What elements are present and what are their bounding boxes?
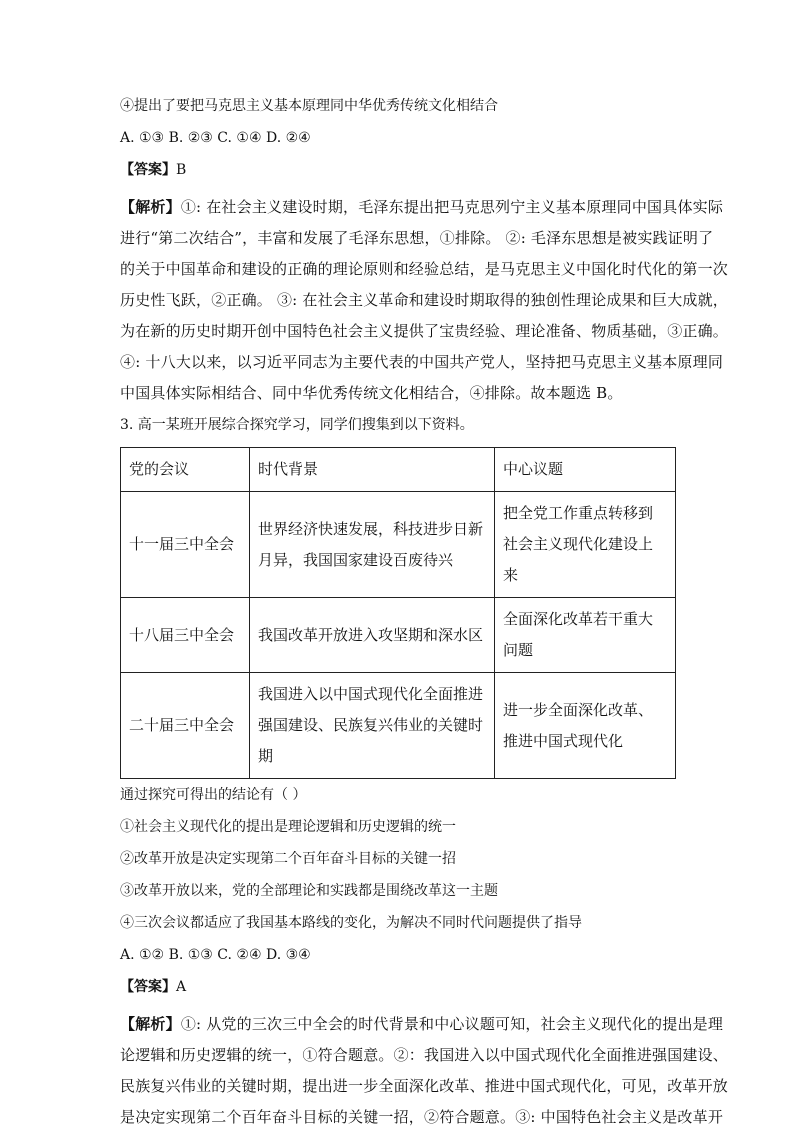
q3-option-4: ④三次会议都适应了我国基本路线的变化，为解决不同时代问题提供了指导 bbox=[120, 915, 582, 931]
table-cell: 把全党工作重点转移到社会主义现代化建设上来 bbox=[495, 492, 676, 598]
q3-choices: A. ①② B. ①③ C. ②④ D. ③④ bbox=[120, 947, 311, 963]
analysis-tag: 【解析】 bbox=[120, 198, 181, 216]
q2-analysis bbox=[120, 192, 729, 409]
table-header-cell: 党的会议 bbox=[121, 448, 250, 492]
analysis-line: 是决定实现第二个百年奋斗目标的关键一招，②符合题意。③: 中国特色社会主义是改革开 bbox=[120, 1108, 724, 1126]
table-cell: 二十届三中全会 bbox=[121, 673, 250, 779]
analysis-line: 的关于中国革命和建设的正确的理论原则和经验总结，是马克思主义中国化时代化的第一次 bbox=[120, 260, 729, 278]
answer-value: B bbox=[176, 162, 187, 178]
document-page bbox=[120, 96, 729, 1139]
q2-choices: A. ①③ B. ②③ C. ①④ D. ②④ bbox=[120, 130, 311, 146]
table-header-cell: 时代背景 bbox=[250, 448, 495, 492]
analysis-line: 为在新的历史时期开创中国特色社会主义提供了宝贵经验、理论准备、物质基础，③正确。 bbox=[120, 322, 729, 340]
analysis-line: ④: 十八大以来，以习近平同志为主要代表的中国共产党人，坚持把马克思主义基本原理同 bbox=[120, 353, 724, 371]
table-cell: 我国改革开放进入攻坚期和深水区 bbox=[250, 598, 495, 673]
q2-option-4: ④提出了要把马克思主义基本原理同中华优秀传统文化相结合 bbox=[120, 98, 498, 114]
analysis-tag: 【解析】 bbox=[120, 1015, 181, 1033]
q3-option-3: ③改革开放以来，党的全部理论和实践都是围绕改革这一主题 bbox=[120, 883, 498, 899]
table-header-row bbox=[121, 448, 676, 492]
q3-answer bbox=[120, 977, 680, 997]
table-cell: 十八届三中全会 bbox=[121, 598, 250, 673]
answer-value: A bbox=[176, 979, 187, 995]
analysis-line: 进行“第二次结合”，丰富和发展了毛泽东思想，①排除。 ②: 毛泽东思想是被实践证明了 bbox=[120, 229, 714, 247]
q2-answer bbox=[120, 160, 680, 180]
analysis-line: 【解析】①: 从党的三次三中全会的时代背景和中心议题可知，社会主义现代化的提出是理 bbox=[120, 1015, 724, 1033]
q3-stem: 3. 高一某班开展综合探究学习，同学们搜集到以下资料。 bbox=[120, 417, 474, 433]
meetings-table bbox=[120, 447, 676, 779]
table-cell: 进一步全面深化改革、推进中国式现代化 bbox=[495, 673, 676, 779]
q3-option-1: ①社会主义现代化的提出是理论逻辑和历史逻辑的统一 bbox=[120, 819, 456, 835]
table-cell: 世界经济快速发展，科技进步日新月异，我国国家建设百废待兴 bbox=[250, 492, 495, 598]
table-row bbox=[121, 598, 676, 673]
q3-question: 通过探究可得出的结论有（ ） bbox=[120, 787, 307, 803]
analysis-line: 【解析】①: 在社会主义建设时期，毛泽东提出把马克思列宁主义基本原理同中国具体实际 bbox=[120, 198, 724, 216]
answer-tag: 【答案】 bbox=[120, 162, 176, 178]
table-row bbox=[121, 492, 676, 598]
q3-option-2: ②改革开放是决定实现第二个百年奋斗目标的关键一招 bbox=[120, 851, 456, 867]
analysis-line: 中国具体实际相结合、同中华优秀传统文化相结合，④排除。故本题选 B。 bbox=[120, 384, 623, 402]
analysis-line: 论逻辑和历史逻辑的统一，①符合题意。②：我国进入以中国式现代化全面推进强国建设、 bbox=[120, 1046, 729, 1064]
table-header-cell: 中心议题 bbox=[495, 448, 676, 492]
answer-tag: 【答案】 bbox=[120, 979, 176, 995]
analysis-line: 民族复兴伟业的关键时期，提出进一步全面深化改革、推进中国式现代化，可见，改革开放 bbox=[120, 1077, 729, 1095]
table-cell: 十一届三中全会 bbox=[121, 492, 250, 598]
table-cell: 我国进入以中国式现代化全面推进强国建设、民族复兴伟业的关键时期 bbox=[250, 673, 495, 779]
q3-analysis bbox=[120, 1009, 729, 1133]
table-cell: 全面深化改革若干重大问题 bbox=[495, 598, 676, 673]
analysis-line: 历史性飞跃，②正确。 ③: 在社会主义革命和建设时期取得的独创性理论成果和巨大成就， bbox=[120, 291, 728, 309]
table-row bbox=[121, 673, 676, 779]
